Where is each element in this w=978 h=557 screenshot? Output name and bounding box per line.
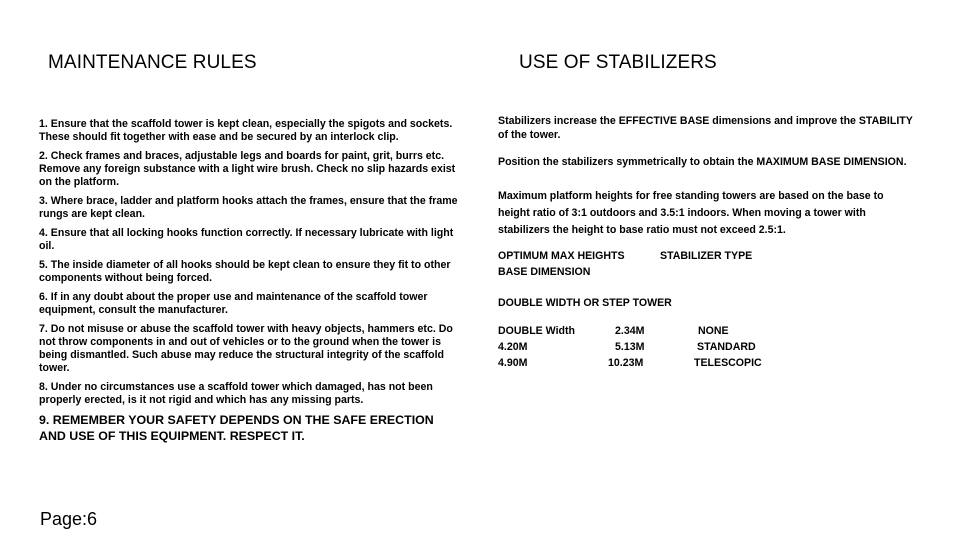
rule-item: 3. Where brace, ladder and platform hooks attach the frames, ensure that the frame rungs are kept clean. [39, 195, 458, 220]
rule-item: 2. Check frames and braces, adjustable legs and boards for paint, grit, burrs etc. Remove any foreign substance with a light wire brush. Check no slip hazards exist on the platform. [39, 150, 456, 188]
cell-type: STANDARD [697, 341, 756, 353]
cell-type: TELESCOPIC [694, 357, 762, 369]
rule-item: 1. Ensure that the scaffold tower is kept clean, especially the spigots and sockets. These should fit together with ease and be secured by an interlock clip. [39, 118, 453, 143]
cell-base: 5.13M [615, 341, 645, 353]
rule-item: 5. The inside diameter of all hooks should be kept clean to ensure they fit to other components without being forced. [39, 259, 451, 284]
safety-reminder: 9. REMEMBER YOUR SAFETY DEPENDS ON THE SAFE ERECTION AND USE OF THIS EQUIPMENT. RESPECT IT. [39, 413, 434, 443]
header-stabilizer-type: STABILIZER TYPE [660, 249, 753, 262]
cell-base: 10.23M [608, 357, 644, 369]
table-row [498, 357, 918, 373]
table-row [498, 341, 918, 357]
stabilizers-paragraph-1: Stabilizers increase the EFFECTIVE BASE dimensions and improve the STABILITY of the tower. [498, 115, 913, 141]
cell-type: NONE [698, 325, 729, 337]
maintenance-rules-list [39, 118, 459, 450]
cell-base: 2.34M [615, 325, 645, 337]
header-base-dimension: BASE DIMENSION [498, 265, 591, 278]
cell-height: 4.20M [498, 341, 528, 353]
page-number: Page:6 [40, 509, 98, 529]
use-of-stabilizers-heading: USE OF STABILIZERS [519, 52, 717, 73]
stabilizers-paragraph-2: Position the stabilizers symmetrically to obtain the MAXIMUM BASE DIMENSION. [498, 156, 907, 168]
rule-item: 4. Ensure that all locking hooks function correctly. If necessary lubricate with light oil. [39, 227, 454, 252]
rule-item: 7. Do not misuse or abuse the scaffold tower with heavy objects, hammers etc. Do not throw components in and out of vehicles or to the ground when the tower is being dismantled. Such abuse may reduce the structural integrity of the scaffold tower. [39, 323, 453, 374]
table-row [498, 325, 918, 341]
rule-item: 6. If in any doubt about the proper use and maintenance of the scaffold tower equipment, consult the manufacturer. [39, 291, 428, 316]
cell-height: DOUBLE Width [498, 325, 575, 337]
stabilizers-paragraph-3: Maximum platform heights for free standing towers are based on the base to height ratio of 3:1 outdoors and 3.5:1 indoors. When moving a tower with stabilizers the height to base ratio must not exceed 2.5:1. [498, 189, 884, 236]
table-header-row [498, 250, 918, 266]
table-subheading: DOUBLE WIDTH OR STEP TOWER [498, 296, 672, 309]
cell-height: 4.90M [498, 357, 528, 369]
rule-item: 8. Under no circumstances use a scaffold tower which damaged, has not been properly erected, is it not rigid and which has any missing parts. [39, 381, 433, 406]
header-max-heights: OPTIMUM MAX HEIGHTS [498, 249, 625, 262]
table-header-row-2 [498, 266, 918, 282]
stabilizers-section [498, 115, 918, 373]
maintenance-rules-heading: MAINTENANCE RULES [48, 52, 257, 73]
